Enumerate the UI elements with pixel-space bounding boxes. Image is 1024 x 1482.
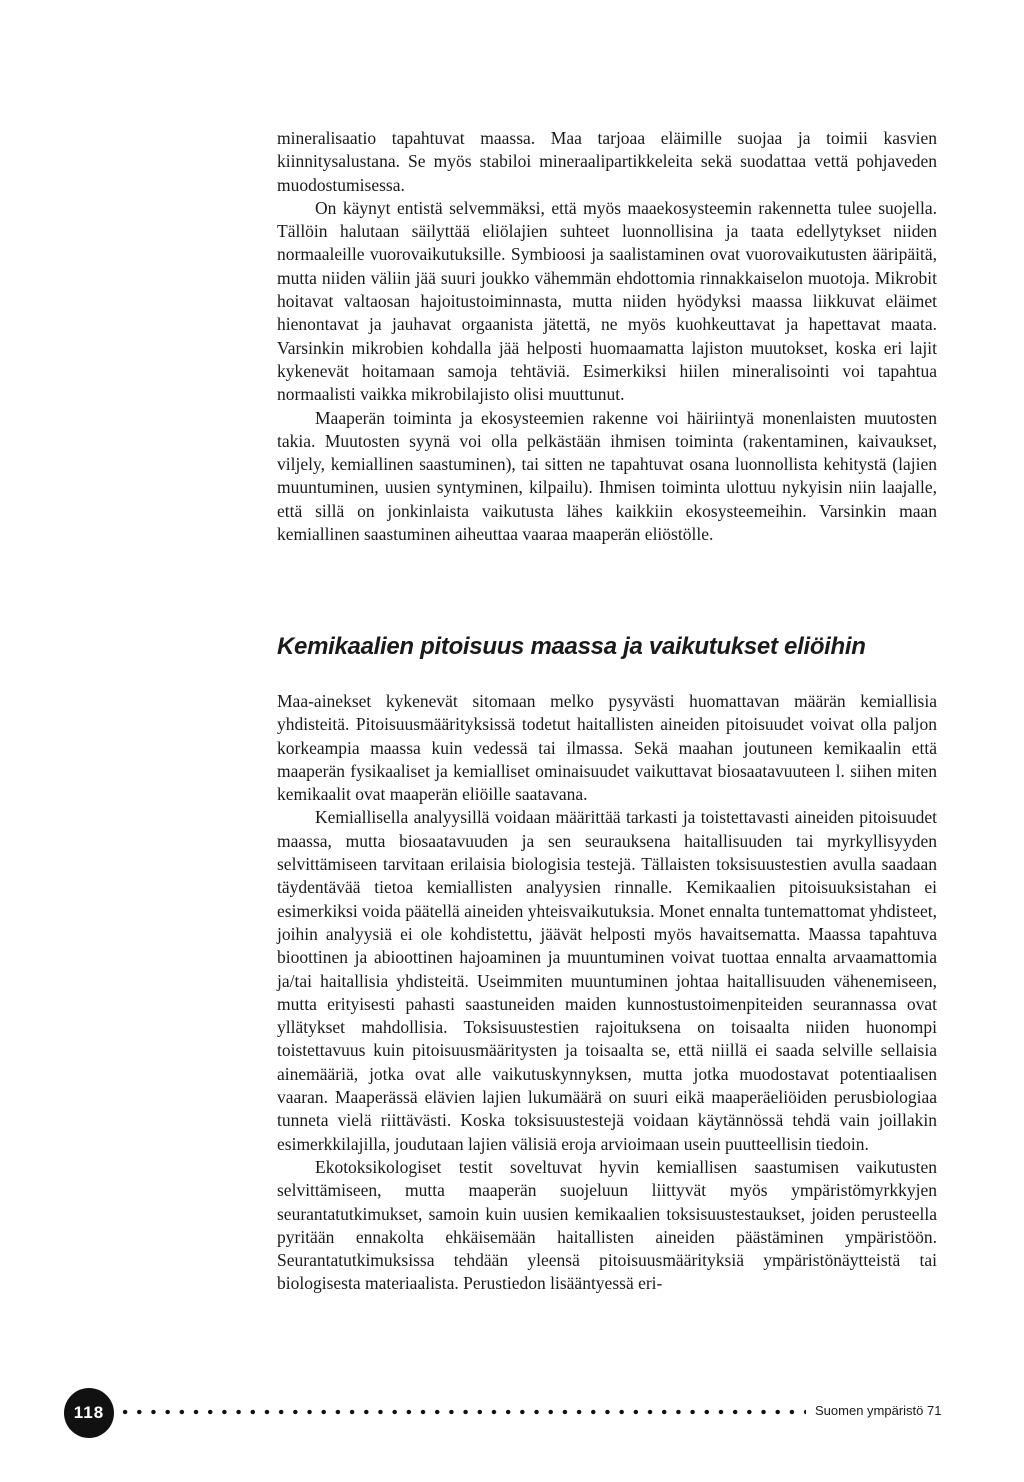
top-text-block bbox=[277, 127, 937, 546]
section-heading: Kemikaalien pitoisuus maassa ja vaikutukset eliöihin bbox=[277, 633, 866, 660]
page-footer bbox=[0, 1386, 1024, 1436]
paragraph: Maa-ainekset kykenevät sitomaan melko pysyvästi huomattavan määrän kemiallisia yhdisteitä. Pitoisuusmäärityksissä todetut haitallisten aineiden pitoisuudet voivat olla paljon korkeampia maassa kuin vedessä tai ilmassa. Sekä maahan joutuneen kemikaalin että maaperän fysikaaliset ja kemialliset ominaisuudet vaikuttavat biosaatavuuteen l. siihen miten kemikaalit ovat maaperän eliöille saatavana. bbox=[277, 691, 937, 805]
paragraph: mineralisaatio tapahtuvat maassa. Maa tarjoaa eläimille suojaa ja toimii kasvien kiinnitysalustana. Se myös stabiloi mineraalipartikkeleita sekä suodattaa vettä pohjaveden muodostumisessa. bbox=[277, 128, 937, 195]
paragraph: Kemiallisella analyysillä voidaan määrittää tarkasti ja toistettavasti aineiden pitoisuudet maassa, mutta biosaatavuuden ja sen seurauksena haitallisuuden tai myrkyllisyyden selvittämiseen tarvitaan erilaisia biologisia testejä. Tällaisten toksisuustestien avulla saadaan täydentävää tietoa kemiallisten analyysien rinnalle. Kemikaalien pitoisuuksistahan ei esimerkiksi voida päätellä aineiden yhteisvaikutuksia. Monet ennalta tuntemattomat yhdisteet, joihin analyysiä ei ole kohdistettu, jäävät helposti myös havaitsematta. Maassa tapahtuva bioottinen ja abioottinen hajoaminen ja muuntuminen voivat tuottaa ennalta arvaamattomia ja/tai haitallisia yhdisteitä. Useimmiten muuntuminen johtaa haitallisuuden vähenemiseen, mutta erityisesti pahasti saastuneiden maiden kunnostustoimenpiteiden seurannassa ovat yllätykset mahdollisia. Toksisuustestien rajoituksena on toisaalta niiden huonompi toistettavuus kuin pitoisuusmääritysten ja toisaalta se, että niillä ei saada selville sellaisia ainemääriä, jotka ovat alle vaikutuskynnyksen, mutta jotka muodostavat potentiaalisen vaaran. Maaperässä elävien lajien lukumäärä on suuri eikä maaperäeliöiden perusbiologiaa tunneta vielä riittävästi. Koska toksisuustestejä voidaan käytännössä tehdä vain joillakin esimerkkilajilla, joudutaan lajien välisiä eroja arvioimaan usein puutteellisin tiedoin. bbox=[277, 807, 937, 1154]
paragraph: Maaperän toiminta ja ekosysteemien rakenne voi häiriintyä monenlaisten muutosten takia. Muutosten syynä voi olla pelkästään ihmisen toiminta (rakentaminen, kaivaukset, viljely, kemiallinen saastuminen), tai sitten ne tapahtuvat osana luonnollista kehitystä (lajien muuntuminen, uusien syntyminen, kilpailu). Ihmisen toiminta ulottuu nykyisin niin laajalle, että sillä on jonkinlaista vaikutusta lähes kaikkiin ekosysteemeihin. Varsinkin maan kemiallinen saastuminen aiheuttaa vaaraa maaperän eliöstölle. bbox=[277, 407, 937, 545]
publication-name: Suomen ympäristö 71 bbox=[815, 1403, 942, 1418]
page-number-badge: 118 bbox=[64, 1388, 114, 1438]
dotted-rule-divider bbox=[118, 1406, 806, 1418]
paragraph: On käynyt entistä selvemmäksi, että myös maaekosysteemin rakennetta tulee suojella. Tällöin halutaan säilyttää eliölajien suhteet luonnollisina ja taata edellytykset niiden normaaleille vuorovaikutuksille. Symbioosi ja saalistaminen ovat vuorovaikutusten ääripäitä, mutta niiden väliin jää suuri joukko vähemmän ehdottomia rinnakkaiselon muotoja. Mikrobit hoitavat valtaosan hajoitustoiminnasta, mutta niiden hyödyksi maassa liikkuvat eläimet hienontavat ja jauhavat orgaanista jätettä, ne myös kuohkeuttavat ja hapettavat maata. Varsinkin mikrobien kohdalla jää helposti huomaamatta lajiston muutokset, koska eri lajit kykenevät hoitamaan samoja tehtäviä. Esimerkiksi hiilen mineralisointi voi tapahtua normaalisti vaikka mikrobilajisto olisi muuttunut. bbox=[277, 197, 937, 405]
paragraph: Ekotoksikologiset testit soveltuvat hyvin kemiallisen saastumisen vaikutusten selvittämiseen, mutta maaperän suojeluun liittyvät myös ympäristömyrkkyjen seurantatutkimukset, samoin kuin uusien kemikaalien toksisuustestaukset, joiden perusteella pyritään ennakolta ehkäisemään haitallisten aineiden päästäminen ympäristöön. Seurantatutkimuksissa tehdään yleensä pitoisuusmäärityksiä ympäristönäytteistä tai biologisesta materiaalista. Perustiedon lisääntyessä eri- bbox=[277, 1156, 937, 1294]
section-text-block bbox=[277, 690, 937, 1296]
